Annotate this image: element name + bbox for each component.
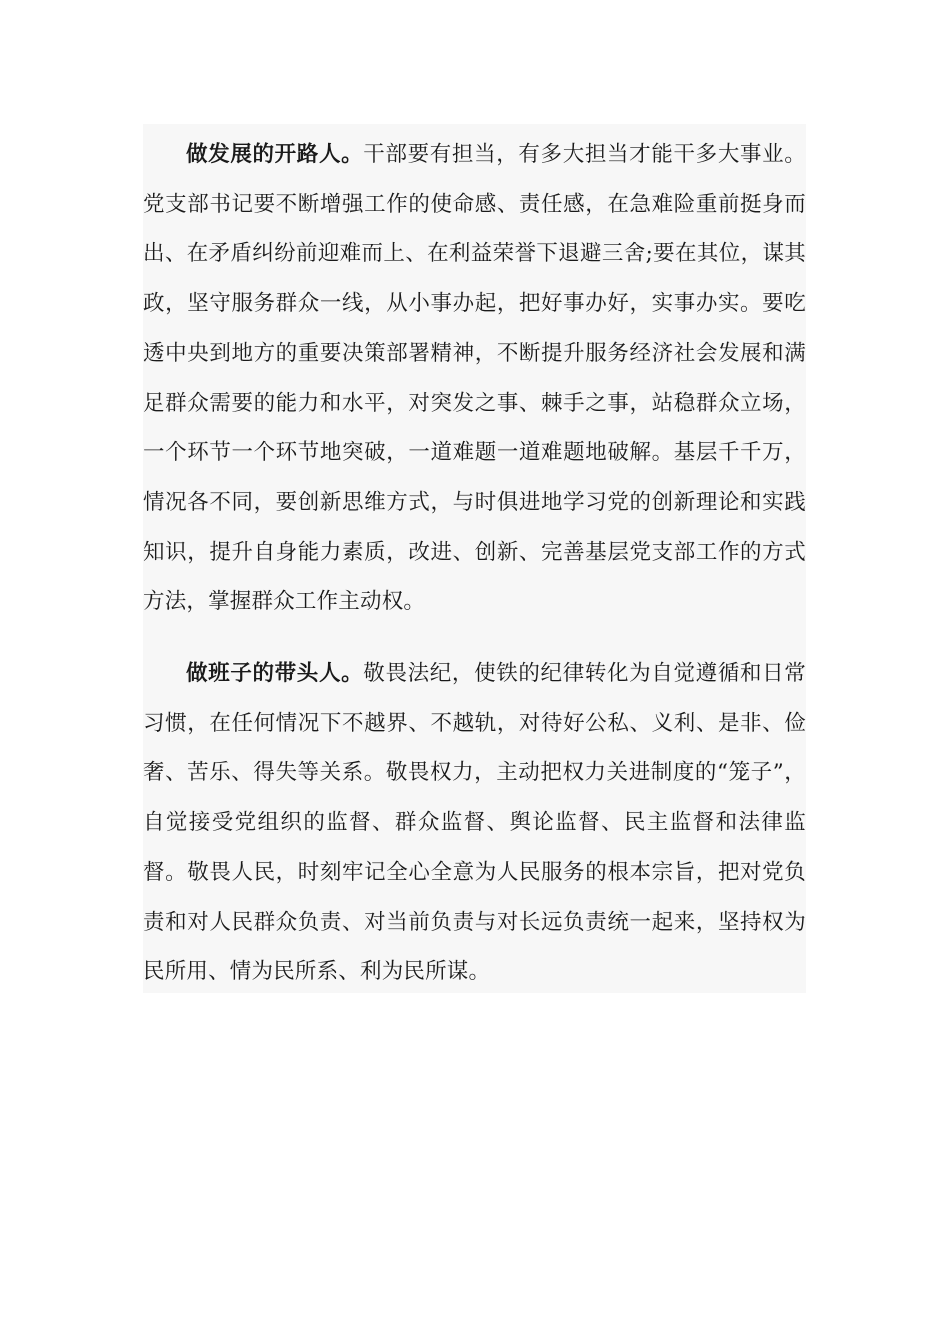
paragraph-body: 干部要有担当，有多大担当才能干多大事业。党支部书记要不断增强工作的使命感、责任感，在急难险重前挺身而出、在矛盾纠纷前迎难而上、在利益荣誉下退避三舍;要在其位，谋其政，坚守服务群众一线，从小事办起，把好事办好，实事办实。要吃透中央到地方的重要决策部署精神，不断提升服务经济社会发展和满足群众需要的能力和水平，对突发之事、棘手之事，站稳群众立场，一个环节一个环节地突破，一道难题一道难题地破解。基层千千万，情况各不同，要创新思维方式，与时俱进地学习党的创新理论和实践知识，提升自身能力素质，改进、创新、完善基层党支部工作的方式方法，掌握群众工作主动权。: [143, 142, 806, 615]
paragraph-heading: 做发展的开路人。: [186, 142, 364, 167]
paragraph-heading: 做班子的带头人。: [186, 661, 364, 687]
paragraph-body: 敬畏法纪，使铁的纪律转化为自觉遵循和日常习惯，在任何情况下不越界、不越轨，对待好公私、义利、是非、俭奢、苦乐、得失等关系。敬畏权力，主动把权力关进制度的“笼子”，自觉接受党组织的监督、群众监督、舆论监督、民主监督和法律监督。敬畏人民，时刻牢记全心全意为人民服务的根本宗旨，把对党负责和对人民群众负责、对当前负责与对长远负责统一起来，坚持权为民所用、情为民所系、利为民所谋。: [143, 661, 806, 985]
paragraph-development-pioneer: [143, 124, 806, 627]
paragraph-team-leader: [143, 649, 806, 997]
document-text-block: [143, 124, 806, 993]
